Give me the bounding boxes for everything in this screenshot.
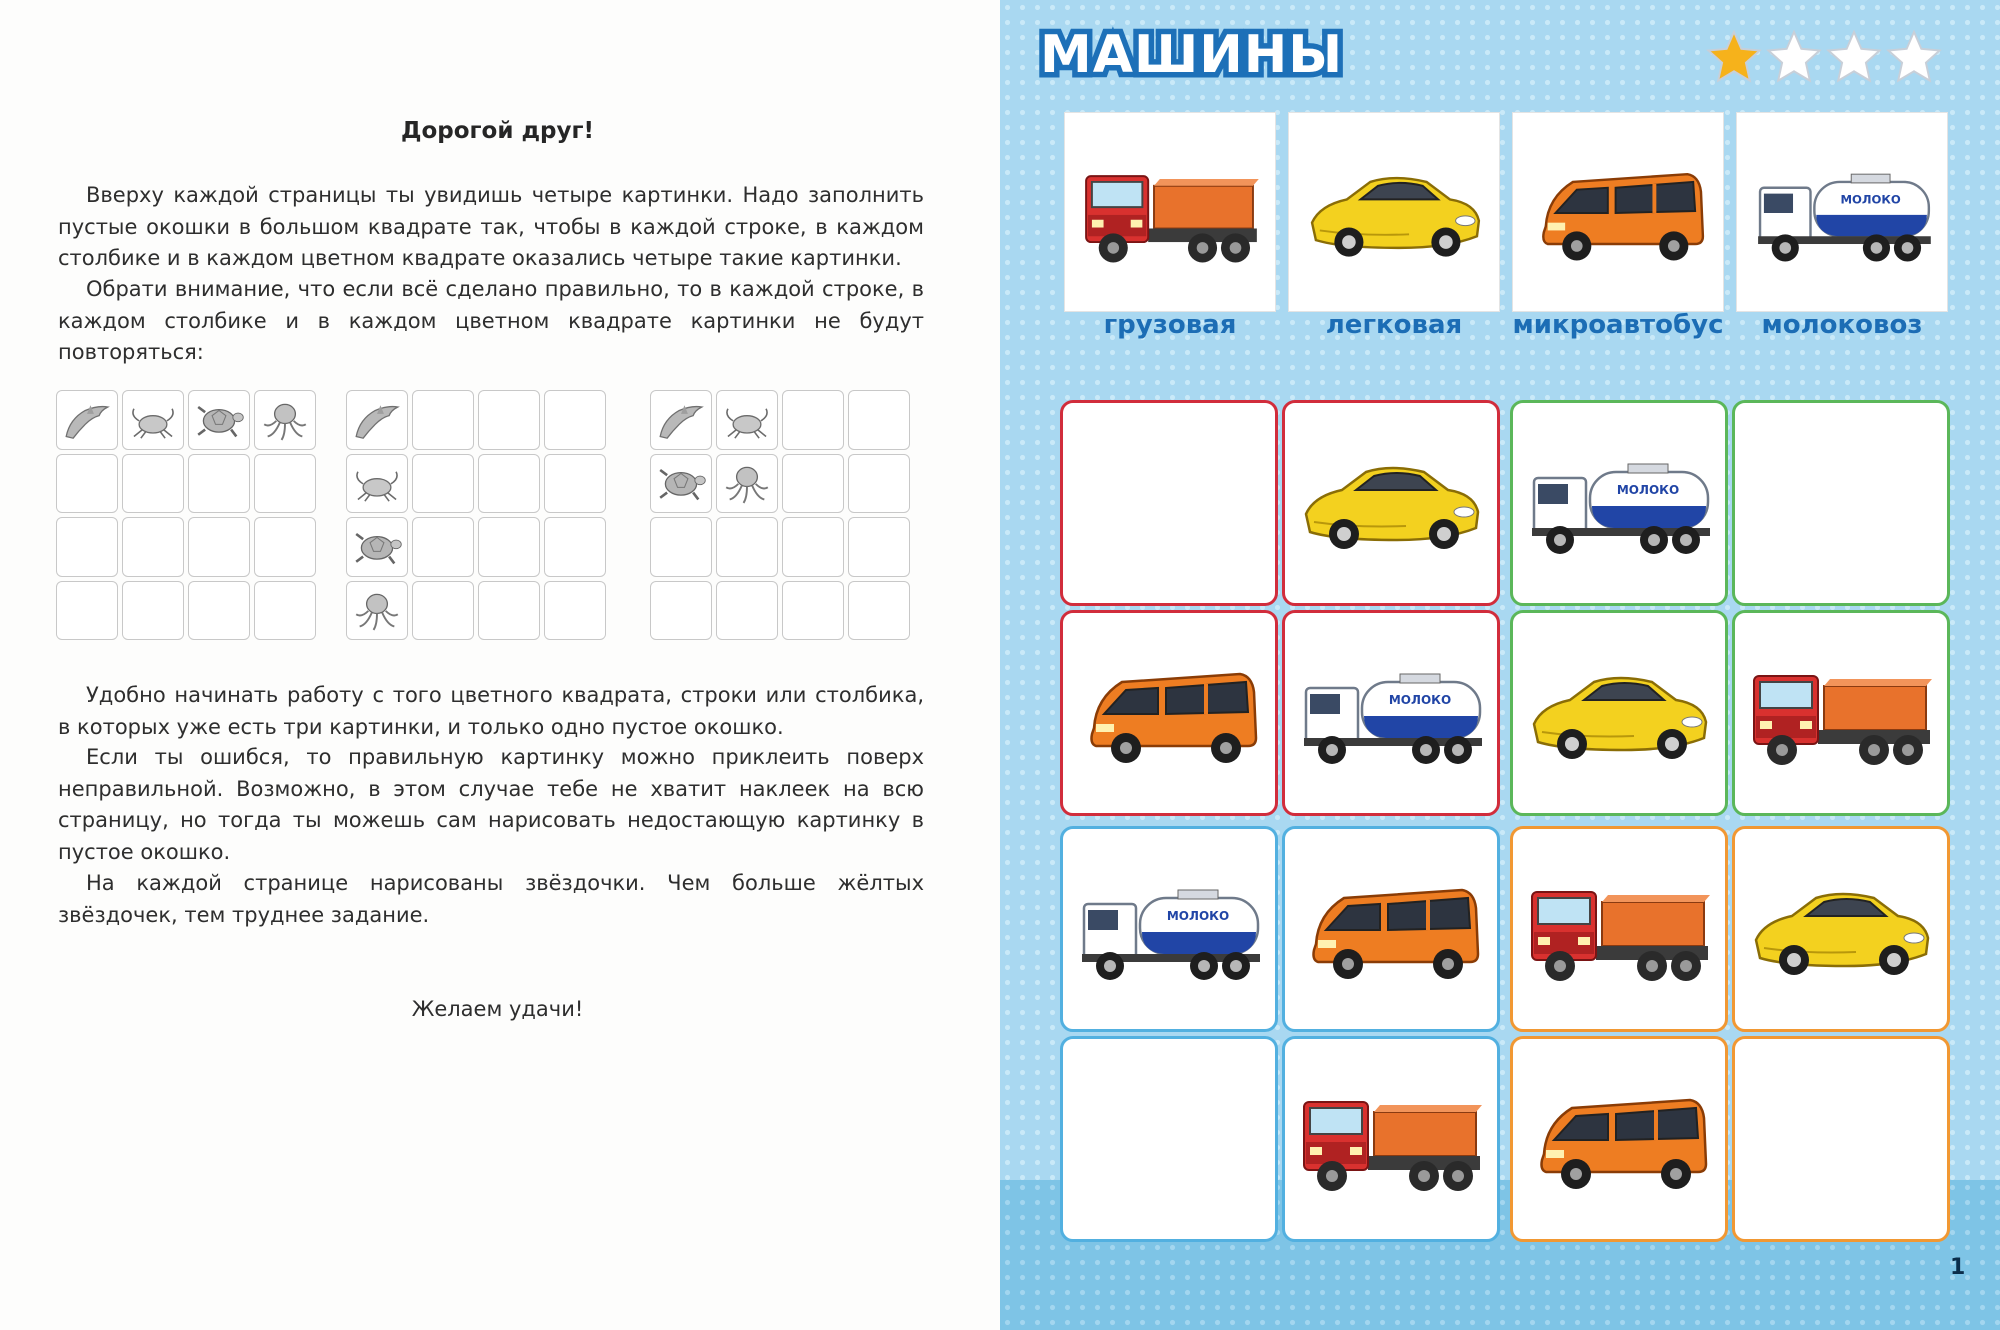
star-icon <box>1705 28 1763 86</box>
dump-truck-icon <box>1078 147 1263 277</box>
star-icon <box>1825 28 1883 86</box>
example-cell <box>544 517 606 577</box>
reference-label: микроавтобус <box>1512 310 1724 340</box>
puzzle-cell <box>1282 826 1500 1032</box>
crab-icon <box>721 397 773 443</box>
page-header <box>1040 25 1343 85</box>
paragraph-text: На каждой странице нарисованы звёздочки. Чем больше жёлтых звёздочек, тем труднее задание. <box>58 871 924 927</box>
example-cell <box>56 390 118 450</box>
example-cell <box>56 581 118 641</box>
example-grid-row <box>56 390 318 648</box>
closing-wish: Желаем удачи! <box>411 997 584 1021</box>
example-cell <box>188 517 250 577</box>
instruction-paragraph-1 <box>58 180 924 275</box>
paragraph-text: Удобно начинать работу с того цветного квадрата, строки или столбика, в которых уже есть три картинки, и только одно пустое окошко. <box>58 683 924 739</box>
puzzle-cell <box>1732 826 1950 1032</box>
page-number: 1 <box>1950 1255 1966 1280</box>
example-cell <box>848 581 910 641</box>
instruction-paragraph-5 <box>58 868 924 931</box>
example-cell <box>544 581 606 641</box>
puzzle-cell <box>1510 400 1728 606</box>
instruction-paragraph-3 <box>58 680 924 743</box>
reference-label: легковая <box>1325 310 1463 340</box>
example-cell <box>650 454 712 514</box>
puzzle-cell <box>1060 610 1278 816</box>
dolphin-icon <box>655 397 707 443</box>
example-cell <box>478 517 540 577</box>
example-cell <box>650 581 712 641</box>
example-cell <box>346 390 408 450</box>
puzzle-cell <box>1510 826 1728 1032</box>
example-cell <box>346 517 408 577</box>
minibus-icon <box>1524 1072 1714 1206</box>
puzzle-cell-empty[interactable] <box>1732 400 1950 606</box>
paragraph-text: Если ты ошибся, то правильную картинку можно приклеить поверх неправильной. Возможно, в этом случае тебе не хватит наклеек на всю страницу, но тогда ты можешь сам нарисовать недостающую картинку в пустое окошко. <box>58 745 924 864</box>
puzzle-cell <box>1282 1036 1500 1242</box>
example-cell <box>122 517 184 577</box>
instruction-paragraph-2 <box>58 274 924 369</box>
example-cell <box>412 581 474 641</box>
example-cell <box>254 454 316 514</box>
octopus-icon <box>259 397 311 443</box>
puzzle-cell-empty[interactable] <box>1732 1036 1950 1242</box>
turtle-icon <box>193 397 245 443</box>
reference-tile-minibus <box>1512 112 1724 312</box>
example-cell <box>716 581 778 641</box>
example-cell <box>254 390 316 450</box>
example-cell <box>848 454 910 514</box>
puzzle-cell-empty[interactable] <box>1060 400 1278 606</box>
puzzle-cell <box>1732 610 1950 816</box>
example-cell <box>782 390 844 450</box>
example-cell <box>188 581 250 641</box>
header-title: МАШИНЫ <box>1040 25 1344 85</box>
dump-truck-icon <box>1746 646 1936 780</box>
dolphin-icon <box>61 397 113 443</box>
example-cell <box>650 517 712 577</box>
example-cell <box>478 581 540 641</box>
star-icon <box>1885 28 1943 86</box>
paragraph-text: Вверху каждой страницы ты увидишь четыре картинки. Надо заполнить пустые окошки в большом квадрате так, чтобы в каждой строке, в каждом столбике и в каждом цветном квадрате оказались четыре такие картинки. <box>58 183 924 270</box>
milk-truck-icon <box>1074 862 1264 996</box>
puzzle-cell <box>1510 1036 1728 1242</box>
example-cell <box>346 581 408 641</box>
sedan-icon <box>1746 862 1936 996</box>
right-page <box>1000 0 2000 1330</box>
crab-icon <box>351 460 403 506</box>
example-grid-column <box>346 390 608 648</box>
turtle-icon <box>351 524 403 570</box>
example-cell <box>716 390 778 450</box>
crab-icon <box>127 397 179 443</box>
sedan-icon <box>1296 436 1486 570</box>
star-icon <box>1765 28 1823 86</box>
paragraph-text: Обрати внимание, что если всё сделано правильно, то в каждой строке, в каждом столбике и в каждом цветном квадрате картинки не будут повторяться: <box>58 277 924 364</box>
puzzle-cell <box>1282 610 1500 816</box>
example-cell <box>544 390 606 450</box>
minibus-icon <box>1526 147 1711 277</box>
example-cell <box>716 517 778 577</box>
example-cell <box>544 454 606 514</box>
example-cell <box>254 581 316 641</box>
reference-tile-milk-truck <box>1736 112 1948 312</box>
example-cell <box>848 517 910 577</box>
milk-truck-icon <box>1750 147 1935 277</box>
example-cell <box>346 454 408 514</box>
reference-tile-sedan <box>1288 112 1500 312</box>
example-cell <box>412 517 474 577</box>
puzzle-cell <box>1282 400 1500 606</box>
dump-truck-icon <box>1524 862 1714 996</box>
turtle-icon <box>655 460 707 506</box>
reference-tile-dump-truck <box>1064 112 1276 312</box>
example-cell <box>478 390 540 450</box>
example-cell <box>122 390 184 450</box>
sedan-icon <box>1524 646 1714 780</box>
example-grid-square <box>650 390 912 648</box>
sedan-icon <box>1302 147 1487 277</box>
example-cell <box>716 454 778 514</box>
example-cell <box>56 454 118 514</box>
example-cell <box>122 581 184 641</box>
milk-truck-icon <box>1524 436 1714 570</box>
octopus-icon <box>351 587 403 633</box>
difficulty-stars <box>1705 28 1945 88</box>
minibus-icon <box>1296 862 1486 996</box>
octopus-icon <box>721 460 773 506</box>
reference-label: грузовая <box>1103 310 1237 340</box>
example-cell <box>412 454 474 514</box>
milk-truck-icon <box>1296 646 1486 780</box>
puzzle-cell-empty[interactable] <box>1060 1036 1278 1242</box>
example-cell <box>782 517 844 577</box>
reference-label: молоковоз <box>1761 310 1923 340</box>
dolphin-icon <box>351 397 403 443</box>
example-cell <box>56 517 118 577</box>
dump-truck-icon <box>1296 1072 1486 1206</box>
example-cell <box>478 454 540 514</box>
example-cell <box>782 581 844 641</box>
example-cell <box>122 454 184 514</box>
example-cell <box>188 454 250 514</box>
page-title: Дорогой друг! <box>400 118 595 144</box>
puzzle-cell <box>1060 826 1278 1032</box>
example-cell <box>848 390 910 450</box>
minibus-icon <box>1074 646 1264 780</box>
example-cell <box>254 517 316 577</box>
puzzle-cell <box>1510 610 1728 816</box>
example-cell <box>188 390 250 450</box>
instruction-paragraph-4 <box>58 742 924 868</box>
example-cell <box>782 454 844 514</box>
example-cell <box>650 390 712 450</box>
example-cell <box>412 390 474 450</box>
